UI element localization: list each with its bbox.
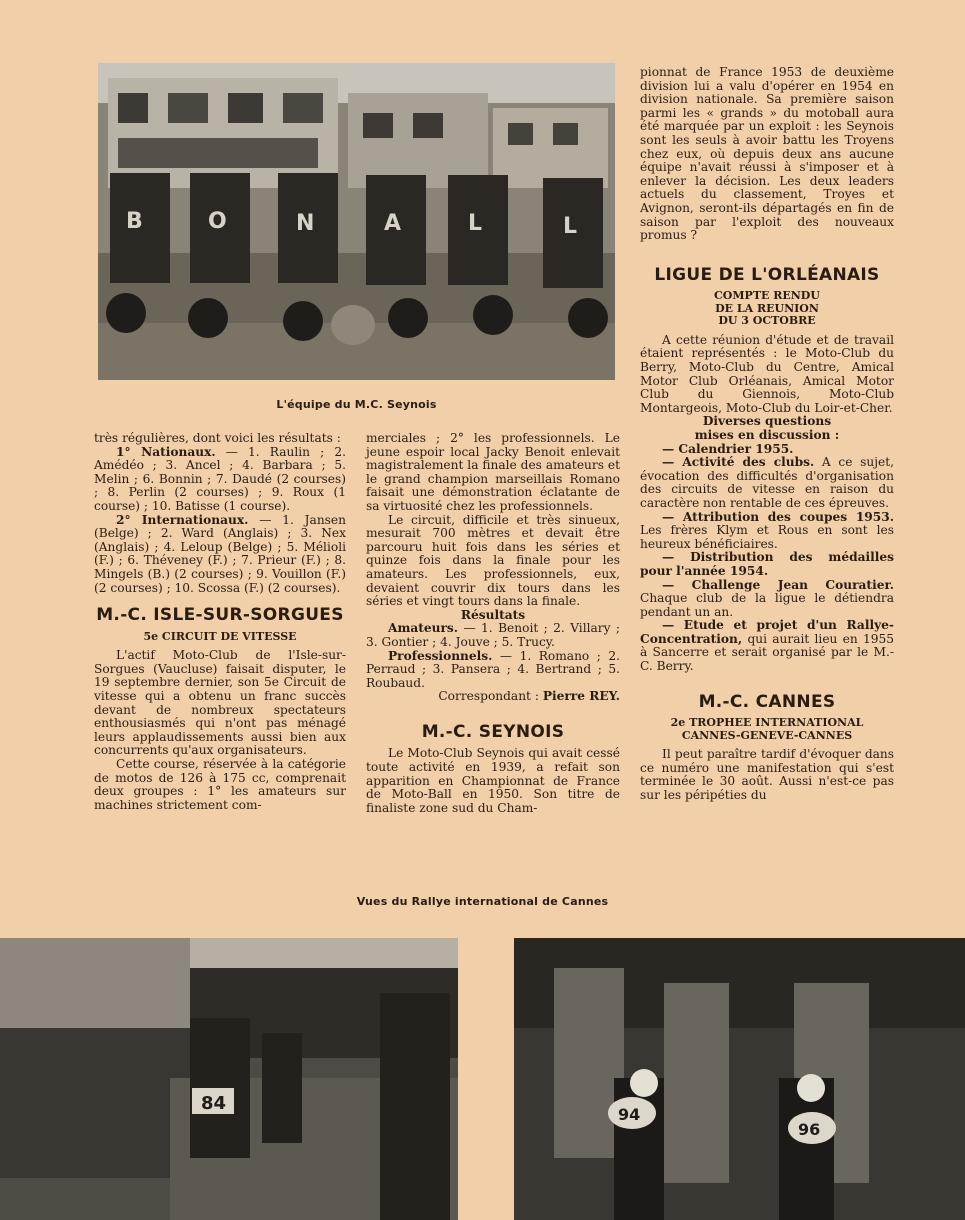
rallye-plate-96: 96 xyxy=(798,1120,821,1139)
jersey-letter-4: A xyxy=(384,211,402,236)
internationaux-results: 2° Internationaux. — 1. Jansen (Belge) ; 2. Ward (Anglais) ; 3. Nex (Anglais) ; 4. Leloup (Belge) ; 5. Mélioli (F.) ; 6. Théveney (F.) ; 7. Prieur (F.) ; 8. Mingels (B.) (2 courses) ; 9. Vouillon (F.) (2 courses) ; 10. Scossa (F.) (2 courses). xyxy=(94,512,346,595)
isle-paragraph-3: merciales ; 2° les professionnels. Le jeune espoir local Jacky Benoit enlevait magistralement la finale des amateurs et le grand champion marseillais Romano faisait une démonstration éclatante de sa virtuosité chez les professionnels. xyxy=(366,431,620,513)
seynois-heading: M.-C. SEYNOIS xyxy=(421,721,565,742)
activite-item: — Activité des clubs. A ce sujet, évocation des difficultés d'organisation des circuits de vitesse en raison du caractère non rentable de ces épreuves. xyxy=(640,455,894,510)
rallye-caption: Vues du Rallye international de Cannes xyxy=(356,895,609,908)
isle-sur-sorgues-heading: M.-C. ISLE-SUR-SORGUES xyxy=(96,605,344,626)
compte-rendu-subheading: COMPTE RENDU DE LA REUNION DU 3 OCTOBRE xyxy=(714,289,820,328)
calendrier-item: — Calendrier 1955. xyxy=(662,441,794,456)
amateurs-results: Amateurs. — 1. Benoit ; 2. Villary ; 3. Gontier ; 4. Jouve ; 5. Trucy. xyxy=(366,621,620,649)
jersey-letter-5: L xyxy=(468,211,483,236)
coupes-item: — Attribution des coupes 1953. Les frères Klym et Rous en sont les heureux bénéficiaires. xyxy=(640,509,894,551)
questions-heading: Diverses questions mises en discussion : xyxy=(694,414,840,442)
isle-paragraph-4: Le circuit, difficile et très sinueux, mesurait 700 mètres et devait être parcouru huit fois dans les séries et quinze fois dans la finale pour les amateurs. Les professionnels, eux, devaient couvrir dix tours dans les séries et vingt tours dans la finale. xyxy=(366,512,620,609)
nationaux-results: 1° Nationaux. — 1. Raulin ; 2. Amédéo ; 3. Ancel ; 4. Barbara ; 5. Melin ; 6. Bonnin ; 7. Daudé (2 courses) ; 8. Perlin (2 courses) ; 9. Roux (1 course) ; 10. Batisse (1 course). xyxy=(94,444,346,513)
jersey-letter-2: O xyxy=(208,209,227,234)
orleanais-paragraph-1: A cette réunion d'étude et de travail étaient représentés : le Moto-Club du Berry, Moto-Club du Centre, Amical Motor Club Orléanais, Amical Motor Club du Giennois, Moto-Club Montargeois, Moto-Club du Loir-et-Cher. xyxy=(640,332,894,415)
seynois-paragraph-1: Le Moto-Club Seynois qui avait cessé toute activité en 1939, a refait son apparition en Championnat de France de Moto-Ball en 1950. Son titre de finaliste zone sud du Cham- xyxy=(366,746,620,815)
isle-paragraph-2: Cette course, réservée à la catégorie de motos de 126 à 175 cc, comprenait deux groupes : 1° les amateurs sur machines strictement com- xyxy=(94,756,346,812)
trophee-subheading: 2e TROPHEE INTERNATIONAL CANNES-GENEVE-CANNES xyxy=(670,716,864,742)
rallye-photo-left xyxy=(0,938,458,1220)
circuit-de-vitesse-subheading: 5e CIRCUIT DE VITESSE xyxy=(143,629,297,643)
medailles-item: — Distribution des médailles pour l'année 1954. xyxy=(640,550,894,578)
challenge-item: — Challenge Jean Couratier. Chaque club de la ligue le détiendra pendant un an. xyxy=(640,577,894,619)
correspondant: Correspondant : Pierre REY. xyxy=(438,689,620,704)
jersey-letter-1: B xyxy=(126,209,143,234)
jersey-letter-6: L xyxy=(563,214,578,239)
results-title: Résultats xyxy=(460,607,526,622)
cannes-paragraph-1: Il peut paraître tardif d'évoquer dans ce numéro une manifestation qui s'est terminée le 30 août. Aussi n'est-ce pas sur les péripéties du xyxy=(640,747,894,803)
rallye-photo-right xyxy=(514,938,965,1220)
cannes-heading: M.-C. CANNES xyxy=(698,691,836,712)
rallye-plate-left: 84 xyxy=(201,1093,227,1114)
seynois-paragraph-2: pionnat de France 1953 de deuxième division lui a valu d'opérer en 1954 en division nationale. Sa première saison parmi les « grands » du motoball aura été marquée par un exploit : les Seynois sont les seuls à avoir battu les Troyens chez eux, où depuis deux ans aucune équipe n'avait réussi à s'imposer et à enlever la décision. Les deux leaders actuels du classement, Troyes et Avignon, seront-ils départagés en fin de saison par l'exploit des nouveaux promus ? xyxy=(640,65,894,243)
column-2 xyxy=(366,432,620,815)
isle-paragraph-1: L'actif Moto-Club de l'Isle-sur-Sorgues (Vaucluse) faisait disputer, le 19 septembre dernier, son 5e Circuit de vitesse qui a obtenu un franc succès devant de nombreux spectateurs enthousiasmés qui n'ont pas ménagé leurs applaudissements aussi bien aux concurrents qu'aux organisateurs. xyxy=(94,648,346,758)
column-3 xyxy=(640,66,894,803)
team-photo xyxy=(98,63,615,380)
column-1 xyxy=(94,432,346,812)
results-intro: très régulières, dont voici les résultats : xyxy=(94,431,341,445)
team-photo-caption: L'équipe du M.C. Seynois xyxy=(276,398,437,411)
orleanais-heading: LIGUE DE L'ORLÉANAIS xyxy=(654,264,880,285)
rallye-item: — Etude et projet d'un Rallye-Concentration, qui aurait lieu en 1955 à Sancerre et serait organisé par le M.-C. Berry. xyxy=(640,618,894,674)
rallye-plate-94: 94 xyxy=(618,1105,641,1124)
professionnels-results: Professionnels. — 1. Romano ; 2. Perraud ; 3. Pansera ; 4. Bertrand ; 5. Roubaud. xyxy=(366,648,620,690)
jersey-letter-3: N xyxy=(296,211,315,236)
